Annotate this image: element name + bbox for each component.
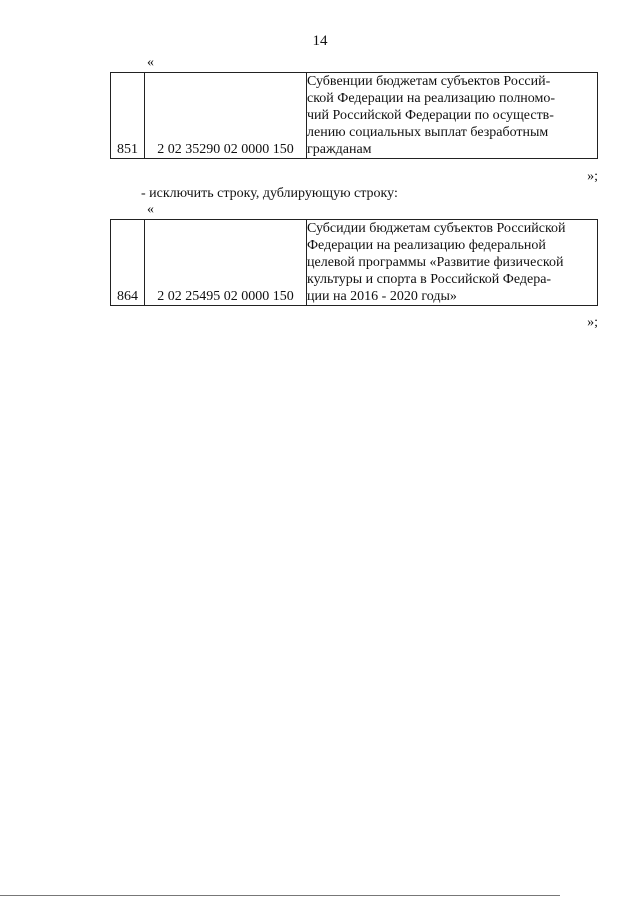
page-number: 14 xyxy=(312,33,328,49)
instruction-text: - исключить строку, дублирующую строку: xyxy=(141,186,398,201)
description-line: ции на 2016 - 2020 годы» xyxy=(307,289,457,304)
description-line: чий Российской Федерации по осуществ- xyxy=(307,108,554,123)
closing-quote-2: »; xyxy=(587,315,598,330)
description-line: лению социальных выплат безработным xyxy=(307,125,549,140)
description-line: Субсидии бюджетам субъектов Российской xyxy=(307,221,566,236)
description-line: целевой программы «Развитие физической xyxy=(307,255,564,270)
row-number: 864 xyxy=(111,220,145,306)
opening-quote-2: « xyxy=(147,202,154,217)
row-code: 2 02 35290 02 0000 150 xyxy=(145,73,307,159)
table-row xyxy=(111,220,598,306)
description-line: Федерации на реализацию федеральной xyxy=(307,238,546,253)
closing-quote-1: »; xyxy=(587,169,598,184)
bottom-rule xyxy=(0,895,560,896)
row-description xyxy=(307,73,598,159)
row-description xyxy=(307,220,598,306)
description-line: культуры и спорта в Российской Федера- xyxy=(307,272,552,287)
description-line: Субвенции бюджетам субъектов Россий- xyxy=(307,74,551,89)
row-code: 2 02 25495 02 0000 150 xyxy=(145,220,307,306)
table-row-851 xyxy=(110,72,598,159)
row-number: 851 xyxy=(111,73,145,159)
description-line: ской Федерации на реализацию полномо- xyxy=(307,91,556,106)
table-row xyxy=(111,73,598,159)
opening-quote-1: « xyxy=(147,55,154,70)
description-line: гражданам xyxy=(307,142,372,157)
table-row-864 xyxy=(110,219,598,306)
